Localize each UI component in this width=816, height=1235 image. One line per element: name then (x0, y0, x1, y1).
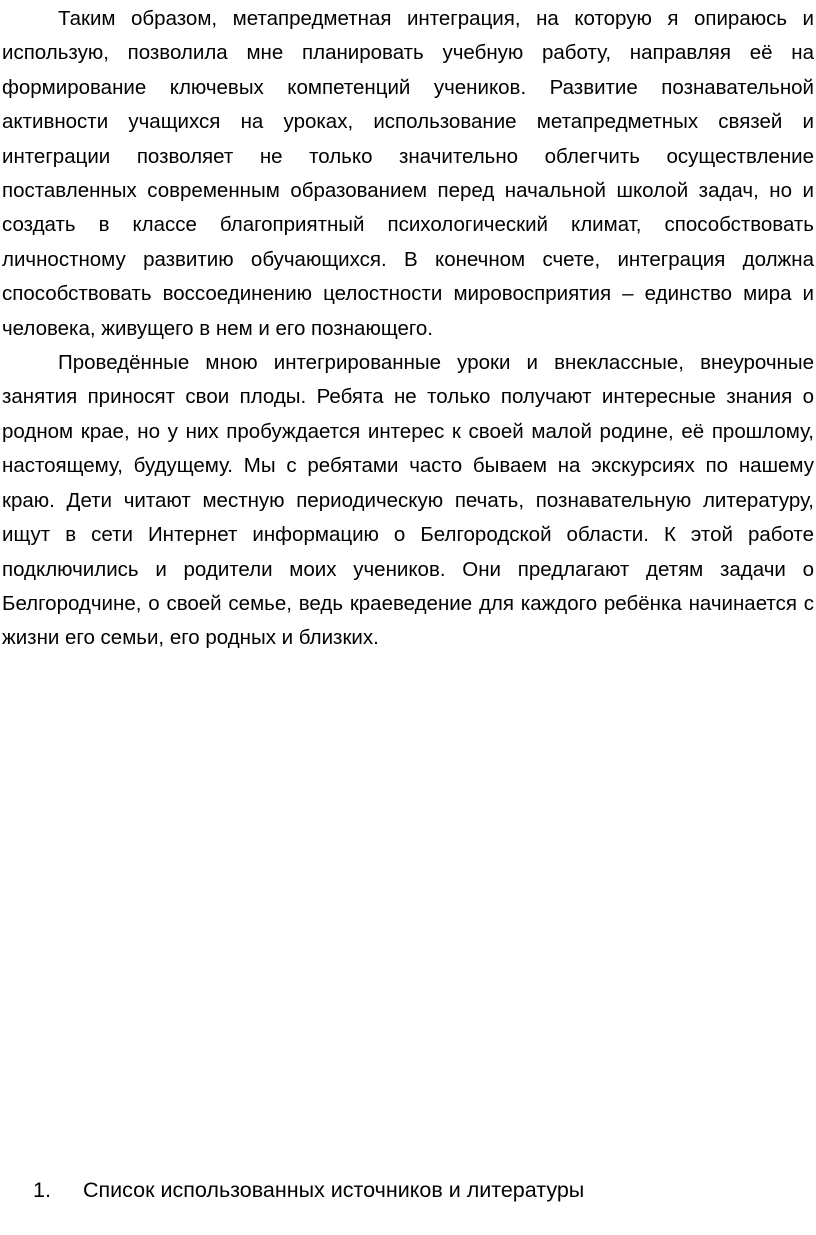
heading-title: Список использованных источников и литературы (83, 1178, 585, 1202)
heading-number: 1. (33, 1178, 51, 1202)
paragraph-lessons-results: Проведённые мною интегрированные уроки и внеклассные, внеурочные занятия приносят свои плоды. Ребята не только получают интересные знания о родном крае, но у них пробуждается интерес к своей малой родине, её прошлому, настоящему, будущему. Мы с ребятами часто бываем на экскурсиях по нашему краю. Дети читают местную периодическую печать, познавательную литературу, ищут в сети Интернет информацию о Белгородской области. К этой работе подключились и родители моих учеников. Они предлагают детям задачи о Белгородчине, о своей семье, ведь краеведение для каждого ребёнка начинается с жизни его семьи, его родных и близких. (2, 351, 814, 650)
paragraph-integration-summary: Таким образом, метапредметная интеграция, на которую я опираюсь и использую, позволила мне планировать учебную работу, направляя её на формирование ключевых компетенций учеников. Развитие познавательной активности учащихся на уроках, использование метапредметных связей и интеграции позволяет не только значительно облегчить осуществление поставленных современным образованием перед начальной школой задач, но и создать в классе благоприятный психологический климат, способствовать личностному развитию обучающихся. В конечном счете, интеграция должна способствовать воссоединению целостности мировосприятия – единство мира и человека, живущего в нем и его познающего. (2, 7, 814, 340)
document-body (2, 2, 814, 656)
section-heading-references (33, 1173, 584, 1207)
